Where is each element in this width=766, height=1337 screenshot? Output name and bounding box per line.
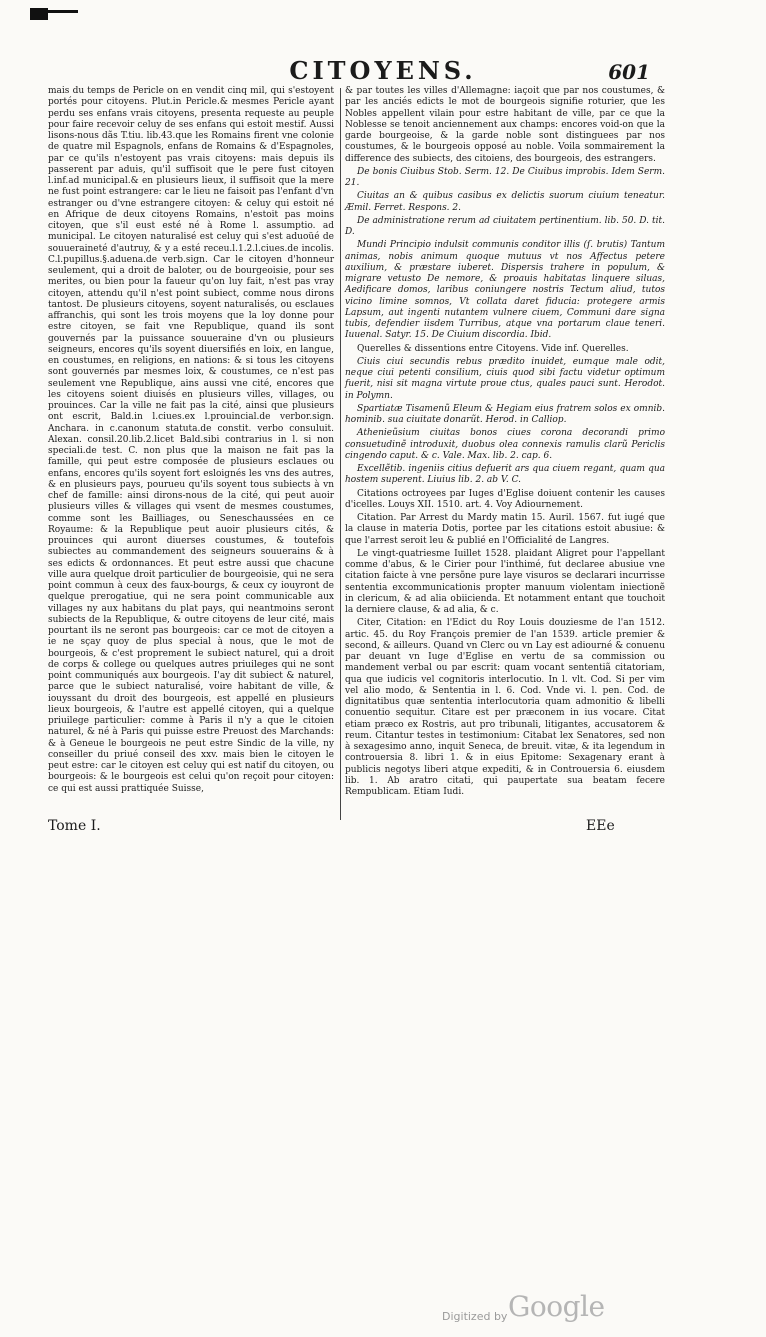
right-column-paragraph: Citer, Citation: en l'Edict du Roy Louis douziesme de l'an 1512. artic. 45. du Roy François premier de l'an 1539. article premier & second, & ailleurs. Quand vn Clerc ou vn Lay est adiourné & conuenu par deuant vn Iuge d'Eglise en vertu de sa commission ou mandement verbal ou par escrit: quam vocant sententiã citatoriam, qua que iudicis vel cognitoris interlocutio. In l. vlt. Cod. Si per vim vel alio modo, & Sententia in l. 6. Cod. Vnde vi. l. pen. Cod. de dignitatibus quæ sententia interlocutoria quam admonitio & libelli conuentio sequitur. Citare est per præconem in ius vocare. Citat etiam præco ex Rostris, aut pro tribunali, litigantes, accusatorem & reum. Citantur testes in testimonium: Citabat lex Senatores, sed non à sexagesimo anno, inquit Seneca, de breuit. vitæ, & ita legendum in controuersia 8. libri 1. & in eius Epitome: Sexagenary erant à publicis negotys liberi atque expediti, & in Controuersia 6. eiusdem lib. 1. Ab aratro citati, qui paupertate sua beatam fecere Rempublicam. Etiam Iudi. [345,618,665,797]
running-head-title: CITOYENS. [289,56,477,85]
scan-edge-mark [30,8,48,20]
right-column-paragraph: De administratione rerum ad ciuitatem pertinentium. lib. 50. D. tit. D. [345,215,665,237]
right-column-paragraph: Le vingt-quatriesme Iuillet 1528. plaidant Aligret pour l'appellant comme d'abus, & le Cirier pour l'inthimé, fut declaree abusiue vne citation faicte à vne persõne pure laye visuros se declarari incurrisse sententia excommunicationis propter manuum violentam iniectionẽ in clericum, & ad alia obiicienda. Et notamment entant que touchoit la derniere clause, & ad alia, & c. [345,548,665,615]
signature-mark: EEe [586,818,615,834]
right-column-paragraph: Querelles & dissentions entre Citoyens. Vide inf. Querelles. [357,343,629,354]
left-column [48,86,334,797]
right-column-paragraph: Citation. Par Arrest du Mardy matin 15. Auril. 1567. fut iugé que la clause in materia Dotis, portee par les citations estoit abusiue: & que l'arrest seroit leu & publié en l'Officialité de Langres. [345,513,665,546]
google-logo: Google [508,1290,605,1323]
right-column-paragraph: & par toutes les villes d'Allemagne: iaçoit que par nos coustumes, & par les anciés edicts le mot de bourgeois signifie roturier, que les Nobles appellent vilain pour estre habitant de ville, par ce que la Noblesse se tenoit anciennement aux champs: encores void-on que la garde bourgeoise, & la garde noble sont distinguees par nos coustumes, & le bourgeois opposé au noble. Voila sommairement la difference des subiects, des citoiens, des bourgeois, des estrangers. [345,86,665,164]
right-column-paragraph: Excellẽtib. ingeniis citius defuerit ars qua ciuem regant, quam qua hostem superent. Liuius lib. 2. ab V. C. [345,464,665,486]
right-column-paragraph: Ciuitas an & quibus casibus ex delictis suorum ciuium teneatur. Æmil. Ferret. Respons. 2. [345,191,665,213]
digitized-by-label: Digitized by [442,1310,508,1323]
right-column-paragraph: Mundi Principio indulsit communis conditor illis (ſ. brutis) Tantum animas, nobis animum quoque mutuus vt nos Affectus petere auxilium, & præstare iuberet. Dispersis trahere in populum, & migrare vetusto De nemore, & proauis habitatas linquere siluas, Aedificare domos, laribus coniungere nostris Tectum aliud, tutos vicino limine somnos, Vt collata daret fiducia: protegere armis Lapsum, aut ingenti nutantem vulnere ciuem, Communi dare signa tubis, defendier iisdem Turribus, atque vna portarum claue teneri. Iuuenal. Satyr. 15. De Ciuium discordia. Ibid. [345,240,665,341]
right-column-paragraph: De bonis Ciuibus Stob. Serm. 12. De Ciuibus improbis. Idem Serm. 21. [345,166,665,188]
column-divider [340,88,341,820]
page-number: 601 [608,60,650,84]
left-column-paragraph: mais du temps de Pericle on en vendit cinq mil, qui s'estoyent portés pour citoyens. Plut.in Pericle.& mesmes Pericle ayant perdu ses enfans vrais citoyens, presenta requeste au peuple pour faire recevoir celuy de ses enfans qui estoit mestif. Aussi lisons-nous dãs T.tiu. lib.43.que les Romains firent vne colonie de quatre mil Espagnols, enfans de Romains & d'Espagnoles, par ce qu'ils n'estoyent pas vrais citoyens: mais depuis ils passerent par aduis, qu'il suffisoit que le pere fust citoyen l.inf.ad municipal.& en plusieurs lieux, il suffisoit que la mere ne fust point estrangere: car le lieu ne faisoit pas l'enfant d'vn estranger ou d'vne estrangere citoyen: & celuy qui estoit né en Afrique de deux citoyens Romains, n'estoit pas moins citoyen, que s'il eust esté né à Rome l. assumptio. ad municipal. Le citoyen naturalisé est celuy qui s'est aduoüé de souueraineté d'autruy, & y a esté receu.l.1.2.l.ciues.de incolis. C.l.pupillus.§.aduena.de verb.sign. Car le citoyen d'honneur seulement, qui a droit de baloter, ou de bourgeoisie, pour ses merites, ou bien pour la faueur qu'on luy fait, n'est pas vray citoyen, attendu qu'il n'est point subiect, comme nous dirons tantost. De plusieurs citoyens, soyent naturalisés, ou esclaues affranchis, qui sont les trois moyens que la loy donne pour estre citoyen, se fait vne Republique, quand ils sont gouvernés par la puissance souueraine d'vn ou plusieurs seigneurs, encores qu'ils soyent diuersifiés en loix, en langue, en coustumes, en religions, en nations: & si tous les citoyens sont gouvernés par mesmes loix, & coustumes, ce n'est pas seulement vne Republique, ains aussi vne cité, encores que les citoyens soient diuisés en plusieurs villes, villages, ou prouinces. Car la ville ne fait pas la cité, ainsi que plusieurs ont escrit, Bald.in l.ciues.ex l.prouincial.de verbor.sign. Anchara. in c.canonum statuta.de constit. verbo consuluit. Alexan. consil.20.lib.2.licet Bald.sibi contrarius in l. si non speciali.de test. C. non plus que la maison ne fait pas la famille, qui peut estre composée de plusieurs esclaues ou enfans, encores qu'ils soyent fort esloignés les vns des autres, & en plusieurs pays, pourueu qu'ils soyent tous subiects à vn chef de famille: ainsi dirons-nous de la cité, qui peut auoir plusieurs villes & villages qui vsent de mesmes coustumes, comme sont les Bailliages, ou Seneschaussées en ce Royaume: & la Republique peut auoir plusieurs cités, & prouinces qui auront diuerses coustumes, & toutefois subiectes au commandement des seigneurs souuerains & à ses edicts & ordonnances. Et peut estre aussi que chacune ville aura quelque droit particulier de bourgeoisie, qui ne sera point commun à ceux des faux-bourgs, & ceux cy iouyront de quelque prerogatiue, qui ne sera point communicable aux villages ny aux habitans du plat pays, qui neantmoins seront subiects de la Republique, & outre citoyens de leur cité, mais pourtant ils ne seront pas bourgeois: car ce mot de citoyen a ie ne sçay quoy de plus special à nous, que le mot de bourgeois, & c'est proprement le subiect naturel, qui a droit de corps & college ou quelques autres priuileges qui ne sont point communiqués aux bourgeois. I'ay dit subiect & naturel, parce que le subiect naturalisé, voire habitant de ville, & iouyssant du droit des bourgeois, est appellé en plusieurs lieux bourgeois, & l'autre est appellé citoyen, qui a quelque priuilege particulier: comme à Paris il n'y a que le citoien naturel, & né à Paris qui puisse estre Preuost des Marchands: & à Geneue le bourgeois ne peut estre Sindic de la ville, ny conseiller du priué conseil des xxv. mais bien le citoyen le peut estre: car le citoyen est celuy qui est natif du citoyen, ou bourgeois: & le bourgeois est celui qu'on reçoit pour citoyen: ce qui est aussi prattiquée Suisse, [48,86,334,794]
right-column [345,86,665,800]
right-column-paragraph: Athenieũsium ciuitas bonos ciues corona decorandi primo consuetudinẽ introduxit, duobus olea connexis ramulis clarũ Periclis cingendo caput. & c. Vale. Max. lib. 2. cap. 6. [345,428,665,461]
right-column-paragraph: Ciuis ciui secundis rebus prædito inuidet, eumque male odit, neque ciui petenti consilium, ciuis quod sibi factu videtur optimum fuerit, nisi sit magna virtute proue ctus, quales pauci sunt. Herodot. in Polymn. [345,356,665,401]
volume-label: Tome I. [48,818,101,834]
right-column-paragraph: Spartiatæ Tisamenũ Eleum & Hegiam eius fratrem solos ex omnib. hominib. sua ciuitate donarũt. Herod. in Calliop. [345,403,665,425]
right-column-paragraph: Citations octroyees par Iuges d'Eglise doiuent contenir les causes d'icelles. Louys XII. 1510. art. 4. Voy Adiournement. [345,488,665,510]
google-watermark [442,1290,612,1330]
